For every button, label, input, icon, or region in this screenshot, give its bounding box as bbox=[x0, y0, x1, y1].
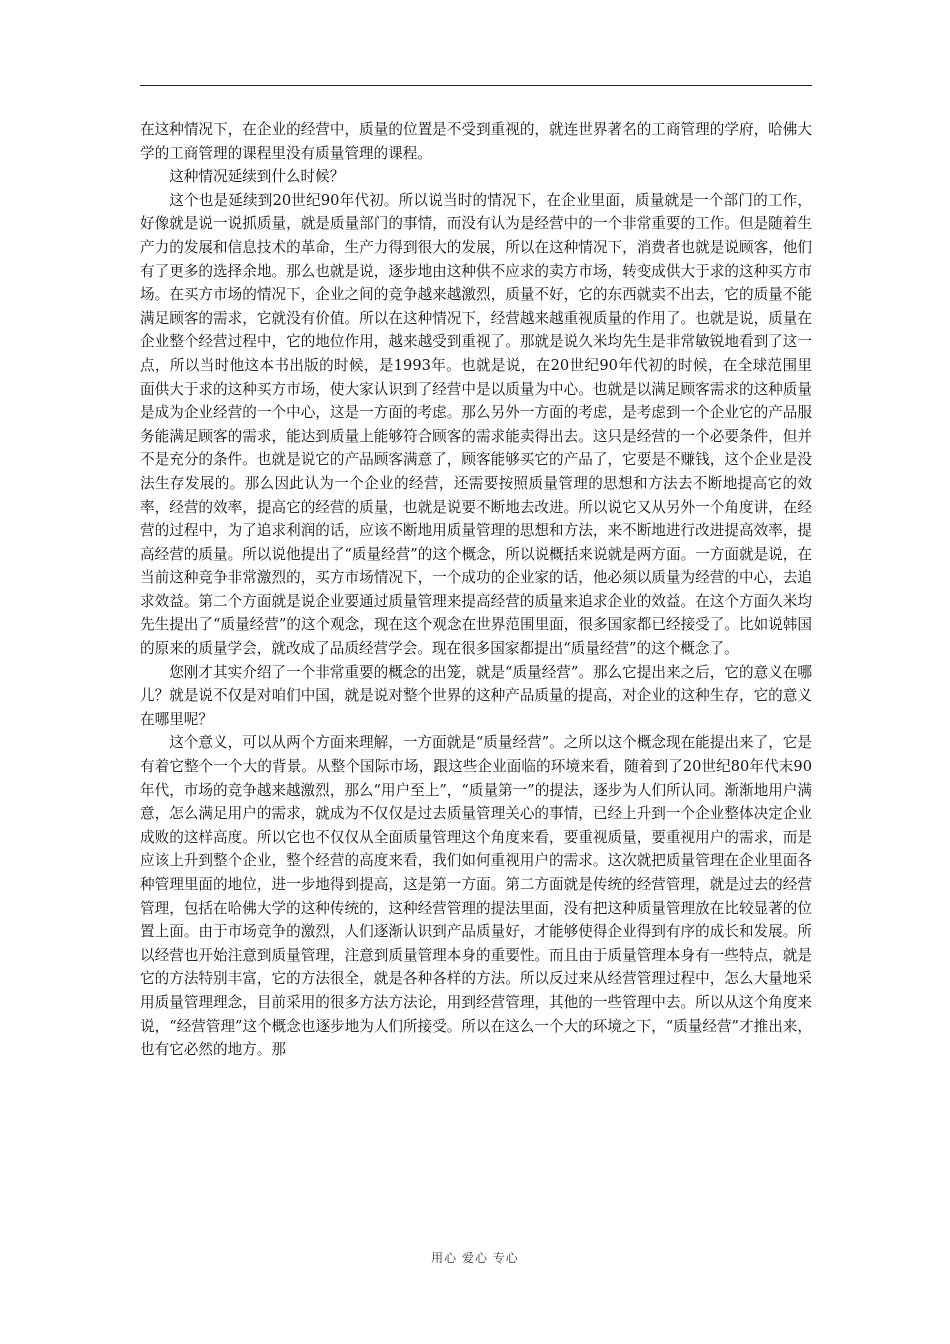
page-footer: 用心 爱心 专心 bbox=[431, 1251, 519, 1265]
header-rule bbox=[140, 85, 812, 86]
paragraph-4: 您刚才其实介绍了一个非常重要的概念的出笼，就是“质量经营”。那么它提出来之后，它的意义在哪儿？就是说不仅是对咱们中国，就是说对整个世界的这种产品质量的提高，对企业的这种生存，它的意义在哪里呢？ bbox=[140, 663, 812, 728]
paragraph-2: 这种情况延续到什么时候？ bbox=[169, 168, 345, 186]
paragraph-3: 这个也是延续到20世纪90年代初。所以说当时的情况下，在企业里面，质量就是一个部门的工作，好像就是说一说抓质量，就是质量部门的事情，而没有认为是经营中的一个非常重要的工作。但是随着生产力的发展和信息技术的革命，生产力得到很大的发展，所以在这种情况下，消费者也就是说顾客，他们有了更多的选择余地。那么也就是说，逐步地由这种供不应求的卖方市场，转变成供大于求的这种买方市场。在买方市场的情况下，企业之间的竞争越来越激烈，质量不好，它的东西就卖不出去，它的质量不能满足顾客的需求，它就没有价值。所以在这种情况下，经营越来越重视质量的作用了。也就是说，质量在企业整个经营过程中，它的地位作用，越来越受到重视了。那就是说久米均先生是非常敏锐地看到了这一点，所以当时他这本书出版的时候，是1993年。也就是说，在20世纪90年代初的时候，在全球范围里面供大于求的这种买方市场，使大家认识到了经营中是以质量为中心。也就是以满足顾客需求的这种质量是成为企业经营的一个中心，这是一方面的考虑。那么另外一方面的考虑，是考虑到一个企业它的产品服务能满足顾客的需求，能达到质量上能够符合顾客的需求能卖得出去。这只是经营的一个必要条件，但并不是充分的条件。也就是说它的产品顾客满意了，顾客能够买它的产品了，它要是不赚钱，这个企业是没法生存发展的。那么因此认为一个企业的经营，还需要按照质量管理的思想和方法去不断地提高它的效率，经营的效率，提高它的经营的质量，也就是说要不断地去改进。所以说它又从另外一个角度讲，在经营的过程中，为了追求利润的话，应该不断地用质量管理的思想和方法，来不断地进行改进提高效率，提高经营的质量。所以说他提出了“质量经营”的这个概念，所以说概括来说就是两方面。一方面就是说，在当前这种竞争非常激烈的，买方市场情况下，一个成功的企业家的话，他必须以质量为经营的中心，去追求效益。第二个方面就是说企业要通过质量管理来提高经营的质量来追求企业的效益。在这个方面久米均先生提出了“质量经营”的这个观念，现在这个观念在世界范围里面，很多国家都已经接受了。比如说韩国的原来的质量学会，就改成了品质经营学会。现在很多国家都提出“质量经营”的这个概念了。 bbox=[140, 191, 812, 658]
document-body bbox=[140, 118, 812, 1062]
paragraph-1: 在这种情况下，在企业的经营中，质量的位置是不受到重视的，就连世界著名的工商管理的学府，哈佛大学的工商管理的课程里没有质量管理的课程。 bbox=[140, 121, 812, 162]
paragraph-5: 这个意义，可以从两个方面来理解，一方面就是“质量经营”。之所以这个概念现在能提出来了，它是有着它整个一个大的背景。从整个国际市场，跟这些企业面临的环境来看，随着到了20世纪80年代末90年代，市场的竞争越来越激烈，那么“用户至上”，“质量第一”的提法，逐步为人们所认同。渐渐地用户满意，怎么满足用户的需求，就成为不仅仅是过去质量管理关心的事情，已经上升到一个企业整体决定企业成败的这样高度。所以它也不仅仅从全面质量管理这个角度来看，要重视质量，要重视用户的需求，而是应该上升到整个企业，整个经营的高度来看，我们如何重视用户的需求。这次就把质量管理在企业里面各种管理里面的地位，进一步地得到提高，这是第一方面。第二方面就是传统的经营管理，就是过去的经营管理，包括在哈佛大学的这种传统的，这种经营管理的提法里面，没有把这种质量管理放在比较显著的位置上面。由于市场竞争的激烈，人们逐渐认识到产品质量好，才能够使得企业得到有序的成长和发展。所以经营也开始注意到质量管理，注意到质量管理本身的重要性。而且由于质量管理本身有一些特点，就是它的方法特别丰富，它的方法很全，就是各种各样的方法。所以反过来从经营管理过程中，怎么大量地采用质量管理理念，目前采用的很多方法方法论，用到经营管理，其他的一些管理中去。所以从这个角度来说，“经营管理”这个概念也逐步地为人们所接受。所以在这么一个大的环境之下，“质量经营”才推出来，也有它必然的地方。那 bbox=[140, 734, 812, 1059]
